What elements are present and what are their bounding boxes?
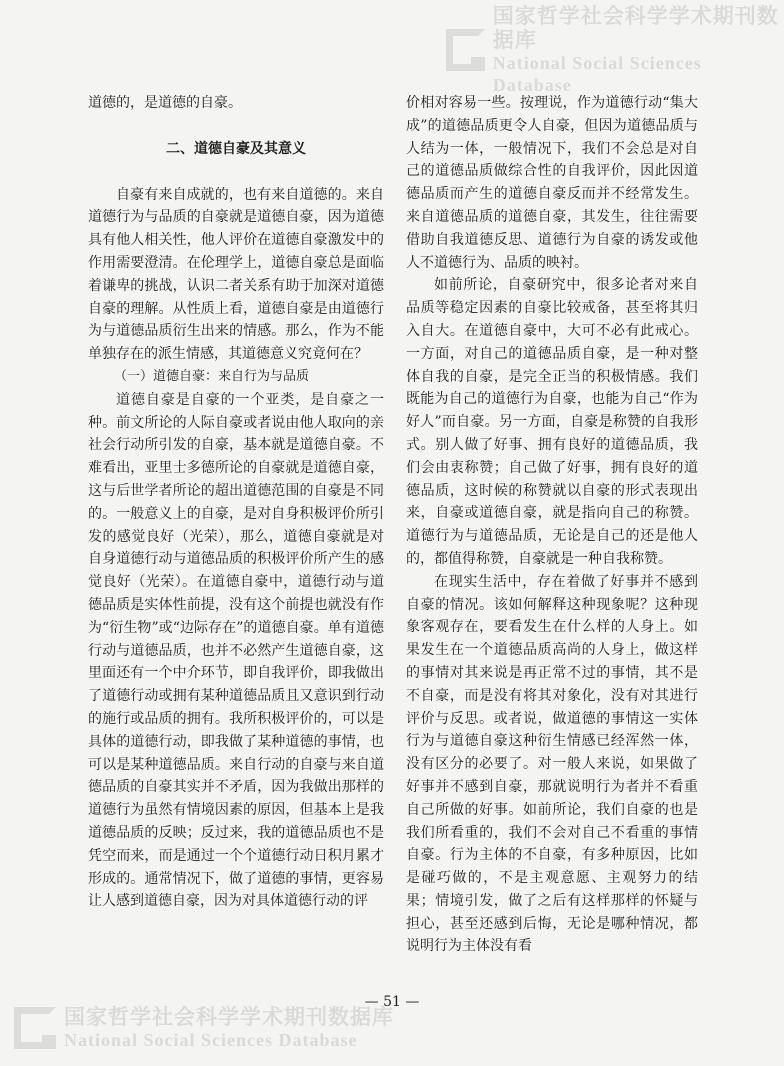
paragraph: 在现实生活中，存在着做了好事并不感到自豪的情况。该如何解释这种现象呢？这种现象客观存在，要看发生在什么样的人身上。如果发生在一个道德品质高尚的人身上，做这样的事情对其来说是再正常不过的事情，其不是不自豪，而是没有将其对象化，没有对其进行评价与反思。或者说，做道德的事情这一实体行为与道德自豪这种衍生情感已经浑然一体，没有区分的必要了。对一般人来说，如果做了好事并不感到自豪，那就说明行为者并不看重自己所做的好事。如前所论，我们自豪的也是我们所看重的，我们不会对自己不看重的事情自豪。行为主体的不自豪，有多种原因，比如是碰巧做的，不是主观意愿、主观努力的结果；情境引发，做了之后有这样那样的怀疑与担心，甚至还感到后悔，无论是哪种情况，都说明行为主体没有看 [406,573,698,955]
watermark-cn: 国家哲学社会科学学术期刊数据库 [64,1005,394,1029]
watermark-en: National Social Sciences Database [64,1030,358,1050]
paragraph: 如前所论，自豪研究中，很多论者对来自品质等稳定因素的自豪比较戒备，甚至将其归入自大。在道德自豪中，大可不必有此戒心。一方面，对自己的道德品质自豪，是一种对整体自我的自豪，是完全正当的积极情感。我们既能为自己的道德行为自豪，也能为自己“作为好人”而自豪。另一方面，自豪是称赞的自我形式。别人做了好事、拥有良好的道德品质，我们会由衷称赞；自己做了好事，拥有良好的道德品质，这时候的称赞就以自豪的形式表现出来，自豪或道德自豪，就是指向自己的称赞。道德行为与道德品质，无论是自己的还是他人的，都值得称赞，自豪就是一种自我称赞。 [406,277,698,567]
watermark-en: National Social Sciences Database [492,53,702,95]
paragraph: 价相对容易一些。按理说，作为道德行动“集大成”的道德品质更令人自豪，但因为道德品质与人结为一体，一般情况下，我们不会总是对自己的道德品质做综合性的自我评价，因此因道德品质而产生的道德自豪反而并不经常发生。来自道德品质的道德自豪，其发生，往往需要借助自我道德反思、道德行为自豪的诱发或他人不道德行为、品质的映衬。 [406,95,698,271]
section-heading: 二、道德自豪及其意义 [166,140,306,157]
paragraph: 自豪有来自成就的，也有来自道德的。来自道德行为与品质的自豪就是道德自豪，因为道德具有他人相关性，他人评价在道德自豪激发中的作用需要澄清。在伦理学上，道德自豪总是面临着谦卑的挑战，认识二者关系有助于加深对道德自豪的理解。从性质上看，道德自豪是由道德行为与道德品质衍生出来的情感。那么，作为不能单独存在的派生情感，其道德意义究竟何在？ [88,186,384,363]
paragraph: 道德自豪是自豪的一个亚类，是自豪之一种。前文所论的人际自豪或者说由他人取向的亲社会行动所引发的自豪，基本就是道德自豪。不难看出，亚里士多德所论的自豪就是道德自豪，这与后世学者所论的超出道德范围的自豪是不同的。一般意义上的自豪，是对自身积极评价所引发的感觉良好（光荣），那么，道德自豪就是对自身道德行动与道德品质的积极评价所产生的感觉良好（光荣）。在道德自豪中，道德行动与道德品质是实体性前提，没有这个前提也就没有作为“衍生物”或“边际存在”的道德自豪。单有道德行动与道德品质，也并不必然产生道德自豪，这里面还有一个中介环节，即自我评价，即我做出了道德行动或拥有某种道德品质且又意识到行动的施行或品质的拥有。我所积极评价的，可以是具体的道德行动，即我做了某种道德的事情，也可以是某种道德品质。来自行动的自豪与来自道德品质的自豪其实并不矛盾，因为我做出那样的道德行为虽然有情境因素的原因，但基本上是我道德品质的反映；反过来，我的道德品质也不是凭空而来，而是通过一个个道德行动日积月累才形成的。通常情况下，做了道德的事情，更容易让人感到道德自豪，因为对具体道德行动的评 [88,391,384,910]
subsection-heading: （一）道德自豪：来自行为与品质 [114,368,310,384]
paragraph: 道德的，是道德的自豪。 [88,95,242,111]
watermark-top [446,4,784,96]
page-number: — 51 — [364,994,420,1010]
watermark-bottom [14,1005,394,1051]
database-logo-icon [446,29,485,71]
database-logo-icon [14,1007,56,1049]
right-column [406,92,698,958]
watermark-cn: 国家哲学社会科学学术期刊数据库 [492,4,779,52]
left-column [88,92,384,913]
